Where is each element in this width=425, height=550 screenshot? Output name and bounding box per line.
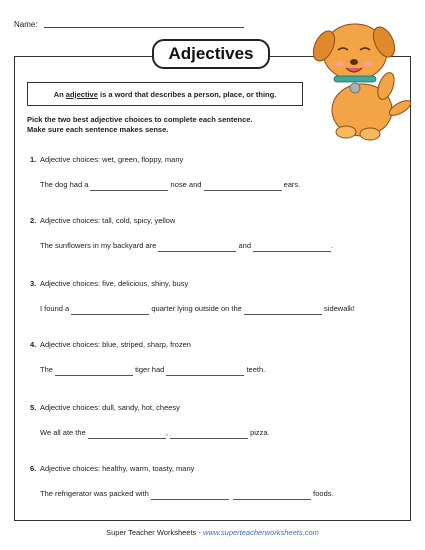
sentence-text: The refrigerator was packed with [40,489,151,498]
name-label: Name: [14,20,38,29]
instructions [27,115,253,135]
choices-text: Adjective choices: blue, striped, sharp, frozen [40,340,191,349]
question-number: 4. [30,340,37,349]
sentence [40,428,270,439]
answer-blank[interactable] [244,305,322,315]
sentence-text: quarter lying outside on the [149,304,244,313]
sentence-text: The sunflowers in my backyard are [40,241,159,250]
choices-text: Adjective choices: wet, green, floppy, many [40,155,184,164]
sentence-text: . [331,241,334,250]
sentence [40,489,334,500]
choices-text: Adjective choices: healthy, warm, toasty, many [40,464,195,473]
question-number: 6. [30,464,37,473]
footer-link[interactable]: www.superteacherworksheets.com [202,528,319,537]
answer-blank[interactable] [166,366,244,376]
definition-pre: An [53,89,66,99]
sentence-text: We all ate the [40,428,88,437]
definition-term: adjective [65,89,98,99]
question-choices [30,403,180,412]
sentence-text: I found a [40,304,72,313]
sentence-text: teeth. [244,365,266,374]
choices-text: Adjective choices: tall, cold, spicy, yellow [40,216,176,225]
choices-text: Adjective choices: dull, sandy, hot, cheesy [40,403,180,412]
instruction-line: Pick the two best adjective choices to complete each sentence. [27,115,253,124]
question-number: 1. [30,155,37,164]
answer-blank[interactable] [158,242,236,252]
answer-blank[interactable] [253,241,334,252]
definition-box [27,82,303,106]
sentence-text: ears. [281,180,301,189]
sentence-text: pizza. [247,428,270,437]
sentence-text: foods. [311,489,334,498]
sentence-text: and [236,241,254,250]
name-row [14,20,244,29]
answer-blank[interactable] [151,490,229,500]
sentence [40,365,265,376]
name-line[interactable] [44,27,244,28]
answer-blank[interactable] [170,429,248,439]
instruction-line: Make sure each sentence makes sense. [27,125,169,134]
page-title: Adjectives [168,44,254,63]
question-choices [30,155,183,164]
definition-post: is a word that describes a person, place, or thing. [97,89,277,99]
choices-text: Adjective choices: five, delicious, shiny, busy [40,279,189,288]
sentence-text: , [165,428,170,437]
sentence [40,304,355,315]
sentence-text: The dog had a [40,180,91,189]
question-choices [30,464,194,473]
answer-blank[interactable] [90,181,168,191]
question-choices [30,340,191,349]
answer-blank[interactable] [55,366,133,376]
answer-blank[interactable] [71,305,149,315]
sentence [40,180,300,191]
question-number: 5. [30,403,37,412]
footer [0,528,425,537]
question-number: 2. [30,216,37,225]
question-choices [30,279,188,288]
sentence-text: The [40,365,56,374]
sentence-text: sidewalk! [321,304,355,313]
dog-illustration-icon [300,10,420,142]
answer-blank[interactable] [88,429,166,439]
question-choices [30,216,175,225]
answer-blank[interactable] [204,181,282,191]
footer-text: Super Teacher Worksheets - [106,528,203,537]
question-number: 3. [30,279,37,288]
answer-blank[interactable] [233,490,311,500]
sentence [40,241,333,252]
title-box [152,39,270,69]
sentence-text: nose and [168,180,204,189]
sentence-text: tiger had [133,365,167,374]
